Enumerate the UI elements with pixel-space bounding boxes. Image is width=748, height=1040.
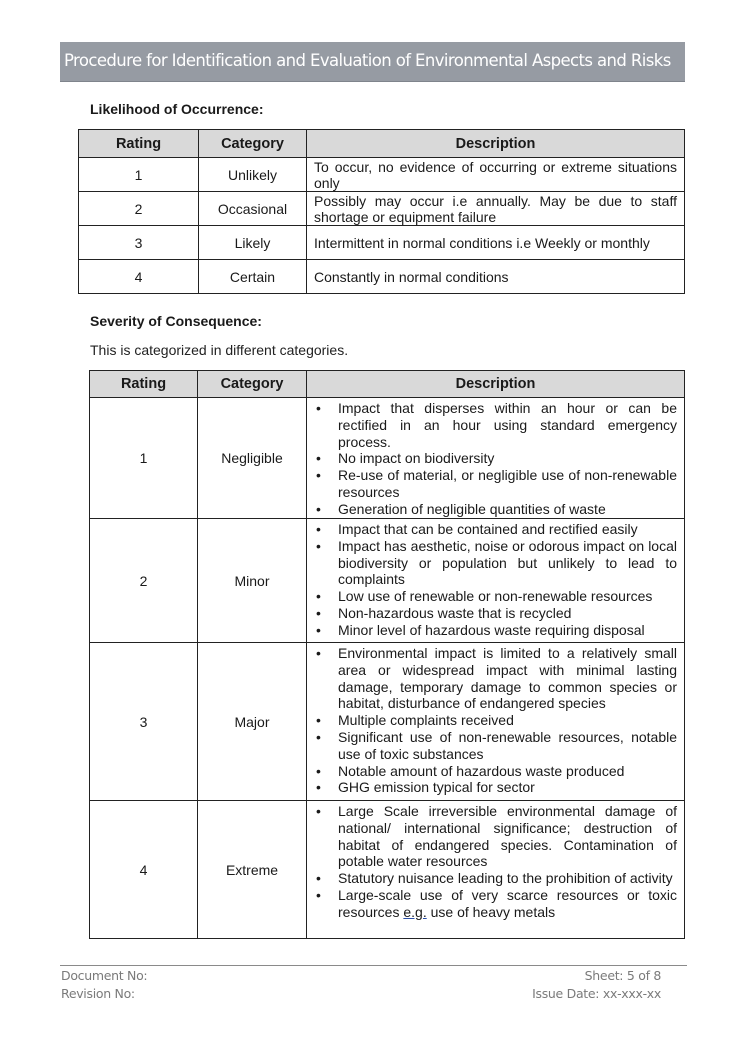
- bullet-text: Large-scale use of very scarce resources or toxic resources: [338, 886, 677, 920]
- category-cell: Minor: [198, 519, 307, 643]
- rating-cell: 3: [90, 643, 198, 801]
- bullet-text: use of heavy metals: [426, 903, 556, 920]
- rating-cell: 2: [90, 519, 198, 643]
- description-cell: [307, 801, 685, 939]
- table-row: [79, 260, 685, 294]
- bullet-item: • No impact on biodiversity: [314, 450, 677, 467]
- rating-cell: 1: [79, 158, 199, 192]
- severity-heading: Severity of Consequence:: [90, 313, 262, 329]
- column-header-rating: Rating: [90, 371, 198, 398]
- table-row: [90, 398, 685, 519]
- bullet-item: • Generation of negligible quantities of waste: [314, 501, 677, 518]
- description-cell: Constantly in normal conditions: [307, 260, 685, 294]
- category-cell: Negligible: [198, 398, 307, 519]
- table-row: [90, 801, 685, 939]
- bullet-item: • GHG emission typical for sector: [314, 779, 677, 796]
- document-title: Procedure for Identification and Evaluation of Environmental Aspects and Risks: [64, 51, 671, 70]
- likelihood-heading: Likelihood of Occurrence:: [90, 101, 264, 117]
- severity-table: [89, 370, 685, 939]
- table-row: [90, 519, 685, 643]
- bullet-list: [314, 645, 677, 796]
- rating-cell: 4: [79, 260, 199, 294]
- description-cell: To occur, no evidence of occurring or extreme situations only: [307, 158, 685, 192]
- column-header-description: Description: [307, 371, 685, 398]
- table-row: [79, 226, 685, 260]
- bullet-item: • Non-hazardous waste that is recycled: [314, 605, 677, 622]
- document-title-banner: [60, 42, 685, 82]
- description-cell: Intermittent in normal conditions i.e Weekly or monthly: [307, 226, 685, 260]
- bullet-list: [314, 400, 677, 518]
- table-row: [90, 643, 685, 801]
- category-cell: Extreme: [198, 801, 307, 939]
- bullet-item: • Large Scale irreversible environmental damage of national/ international significance; destruction of habitat of endangered species. Contamination of potable water resources: [314, 803, 677, 870]
- bullet-item: • Impact that disperses within an hour or can be rectified in an hour using standard emergency process.: [314, 400, 677, 450]
- table-row: [79, 192, 685, 226]
- description-cell: Possibly may occur i.e annually. May be due to staff shortage or equipment failure: [307, 192, 685, 226]
- revision-no-label: Revision No:: [61, 986, 135, 1001]
- description-cell: [307, 519, 685, 643]
- bullet-item: • Significant use of non-renewable resources, notable use of toxic substances: [314, 729, 677, 763]
- bullet-item: • Impact has aesthetic, noise or odorous impact on local biodiversity or population but unlikely to lead to complaints: [314, 538, 677, 588]
- footer-divider: [60, 965, 687, 966]
- bullet-item: • Impact that can be contained and rectified easily: [314, 521, 677, 538]
- category-cell: Unlikely: [199, 158, 307, 192]
- category-cell: Occasional: [199, 192, 307, 226]
- bullet-item: • Statutory nuisance leading to the prohibition of activity: [314, 870, 677, 887]
- bullet-item: • Notable amount of hazardous waste produced: [314, 763, 677, 780]
- bullet-item: • Environmental impact is limited to a relatively small area or widespread impact with minimal lasting damage, temporary damage to common species or habitat, disturbance of endangered species: [314, 645, 677, 712]
- likelihood-table: [78, 129, 685, 294]
- bullet-list: [314, 803, 677, 921]
- rating-cell: 2: [79, 192, 199, 226]
- category-cell: Certain: [199, 260, 307, 294]
- eg-abbreviation: e.g.: [403, 903, 427, 920]
- rating-cell: 4: [90, 801, 198, 939]
- bullet-item: • Re-use of material, or negligible use of non-renewable resources: [314, 467, 677, 501]
- severity-intro: This is categorized in different categories.: [90, 342, 349, 358]
- description-cell: [307, 643, 685, 801]
- bullet-item: • Multiple complaints received: [314, 712, 677, 729]
- issue-date: Issue Date: xx-xxx-xx: [532, 986, 661, 1001]
- column-header-category: Category: [198, 371, 307, 398]
- document-no-label: Document No:: [61, 968, 148, 983]
- category-cell: Major: [198, 643, 307, 801]
- rating-cell: 3: [79, 226, 199, 260]
- table-header-row: [90, 371, 685, 398]
- table-row: [79, 158, 685, 192]
- bullet-item: [314, 887, 677, 921]
- bullet-item: • Low use of renewable or non-renewable resources: [314, 588, 677, 605]
- column-header-description: Description: [307, 130, 685, 158]
- column-header-rating: Rating: [79, 130, 199, 158]
- table-header-row: [79, 130, 685, 158]
- sheet-number: Sheet: 5 of 8: [584, 968, 661, 983]
- bullet-list: [314, 521, 677, 639]
- category-cell: Likely: [199, 226, 307, 260]
- column-header-category: Category: [199, 130, 307, 158]
- bullet-item: • Minor level of hazardous waste requiring disposal: [314, 622, 677, 639]
- description-cell: [307, 398, 685, 519]
- rating-cell: 1: [90, 398, 198, 519]
